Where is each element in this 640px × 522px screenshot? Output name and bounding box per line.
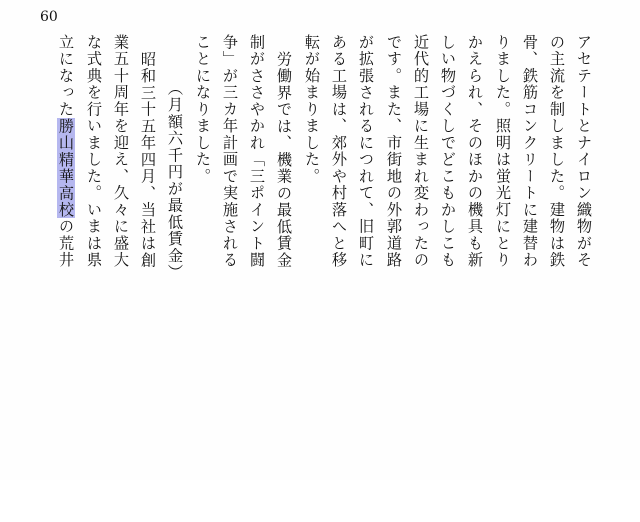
text-column-10: ある工場は、郊外や村落へと移: [330, 34, 348, 269]
text-column-4: りました。照明は蛍光灯にとり: [494, 34, 512, 269]
text-column-17: 昭和三十五年四月、当社は創: [139, 51, 157, 269]
text-column-8: です。また、市街地の外郭道路: [385, 34, 403, 269]
text-column-9: が拡張されるにつれて、旧町に: [357, 34, 375, 269]
text-column-14: 争」が三カ年計画で実施される: [221, 34, 239, 269]
text-column-20: [52, 34, 80, 476]
highlighted-school-name: 勝山精華高校: [57, 117, 75, 219]
text-column-1: アセテートとナイロン織物がそ: [575, 34, 593, 269]
text-column-5: かえられ、そのほかの機具も新: [466, 34, 484, 269]
text-column-2: の主流を制しました。建物は鉄: [548, 34, 566, 269]
text-column-11: 転が始まりました。: [303, 34, 321, 185]
text-column-19: な式典を行いました。いまは県: [85, 34, 103, 269]
text-column-18: 業五十周年を迎え、久々に盛大: [112, 34, 130, 269]
page-number: 60: [40, 9, 58, 25]
text-column-15: ことになりました。: [194, 34, 212, 185]
text-column-12: 労働界では、機業の最低賃金: [275, 51, 293, 269]
text-column-16: （月額六千円が最低賃金）: [166, 80, 184, 281]
text-before-highlight: 立になった: [57, 34, 75, 118]
text-column-3: 骨、鉄筋コンクリートに建替わ: [521, 34, 539, 269]
text-column-6: しい物づくしでどこもかしこも: [439, 34, 457, 269]
text-after-highlight: の荒井: [57, 218, 75, 269]
text-column-13: 制がささやかれ「三ポイント闘: [248, 34, 266, 269]
text-column-7: 近代的工場に生まれ変わったの: [412, 34, 430, 269]
